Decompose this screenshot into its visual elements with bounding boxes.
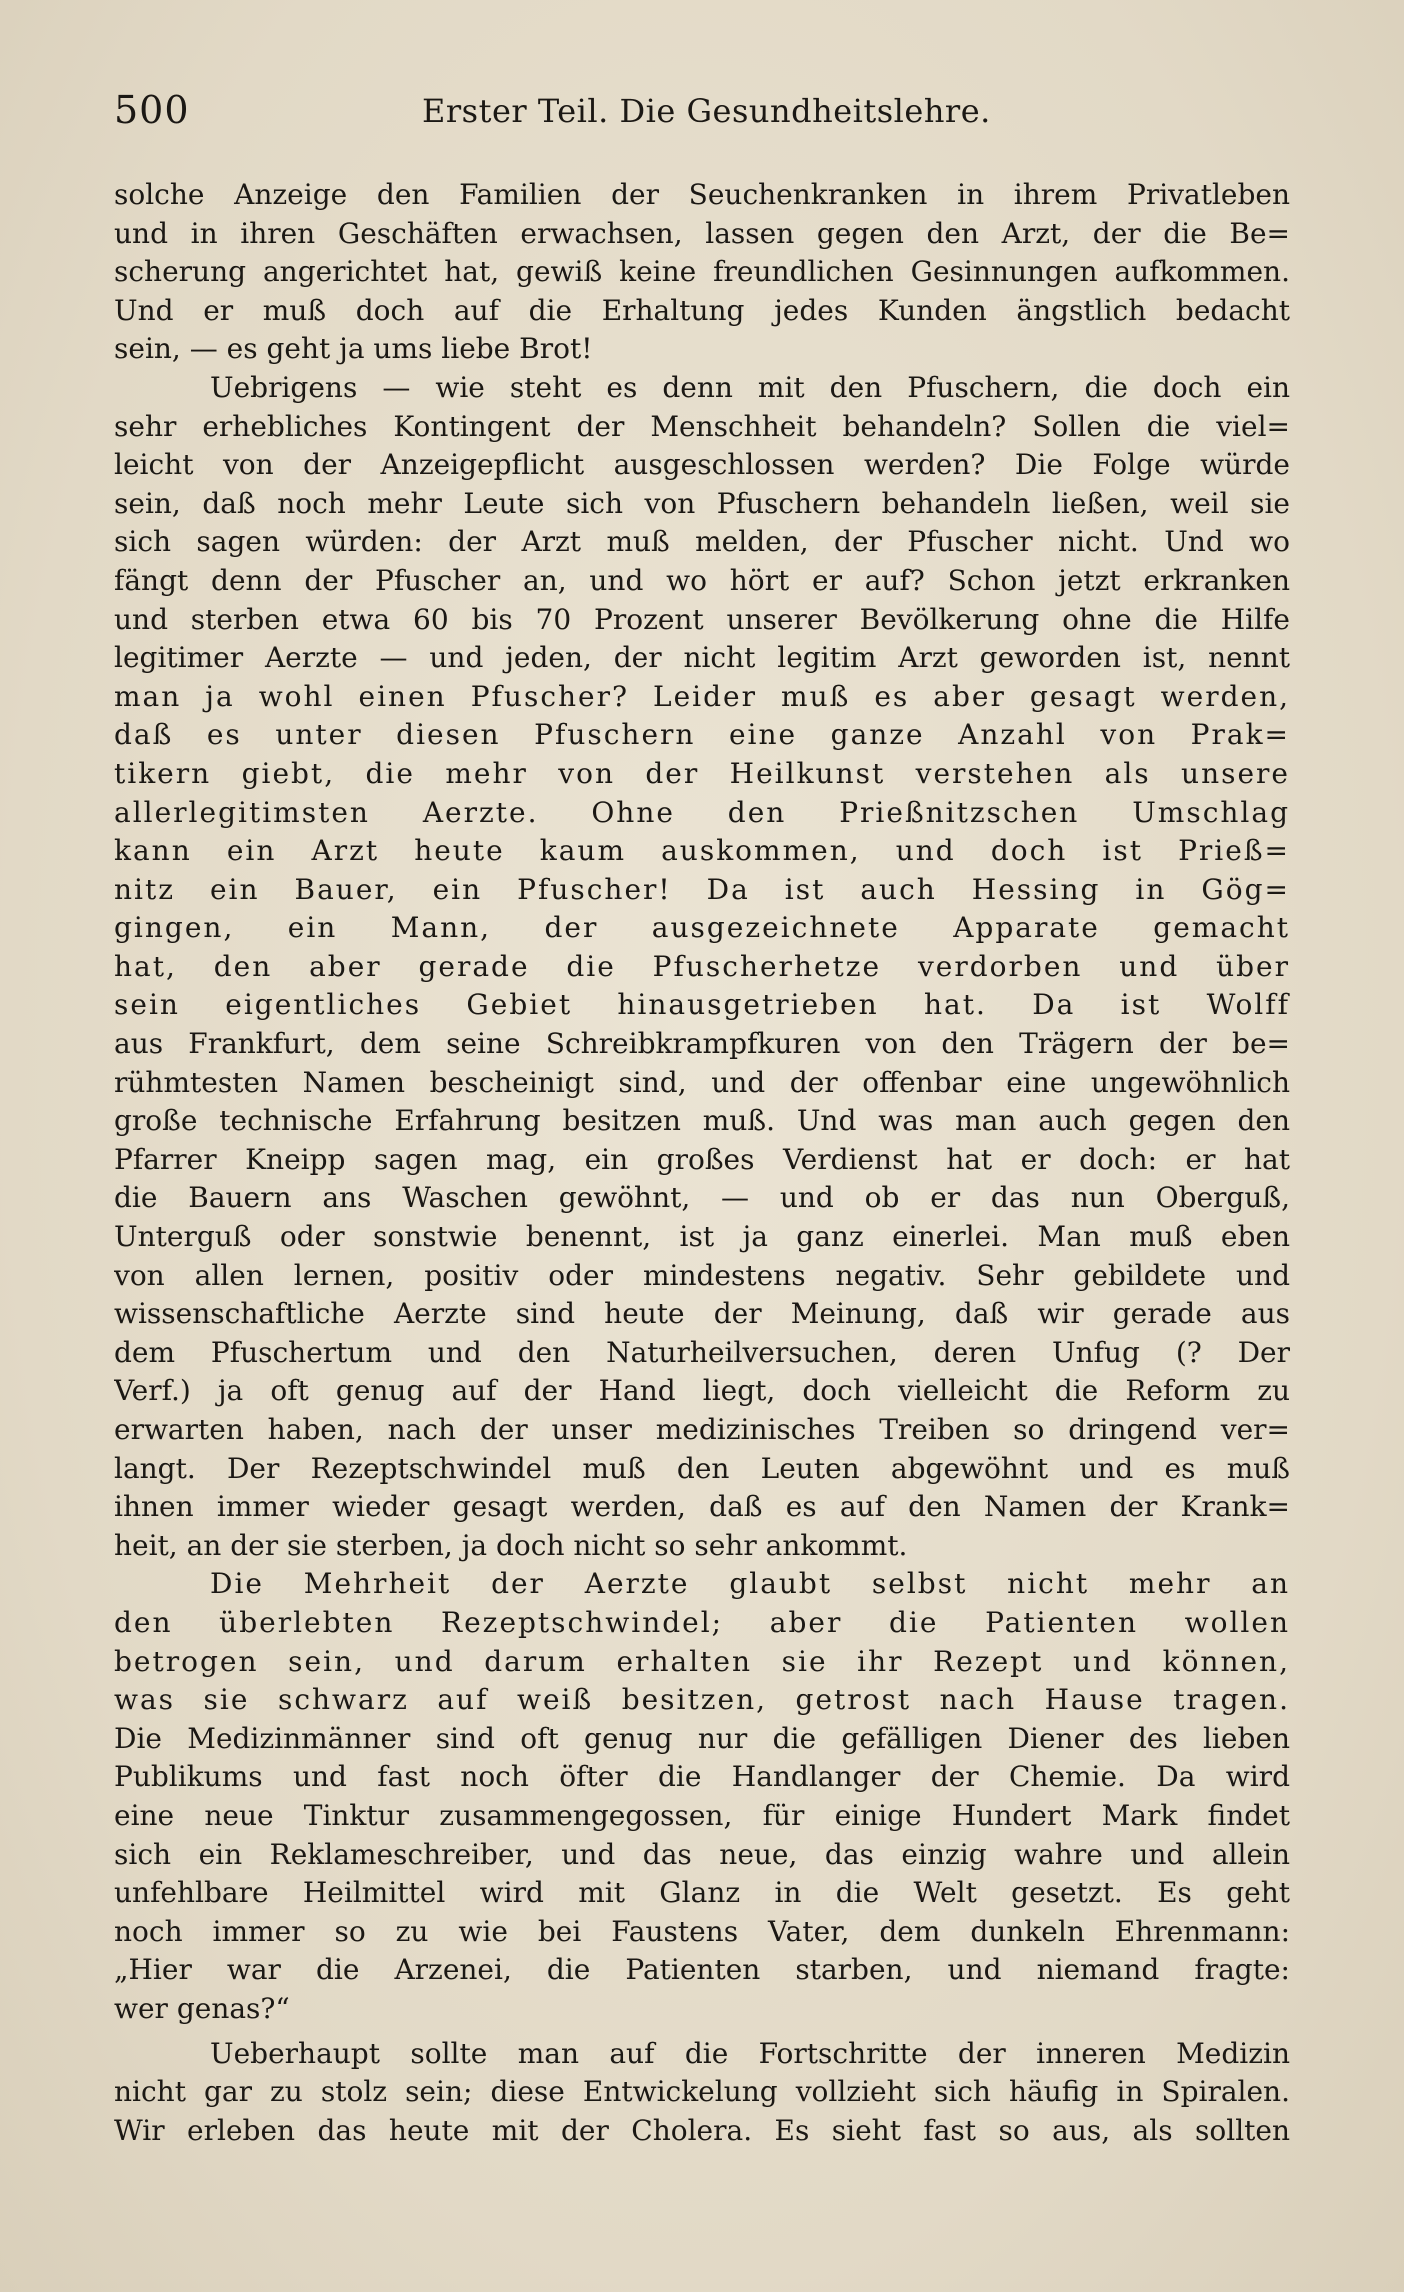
text-line: Wir erleben das heute mit der Cholera. Es sieht fast so aus, als sollten	[114, 2113, 1290, 2147]
text-line: nitz ein Bauer, ein Pfuscher! Da ist auch Hessing in Gög=	[114, 872, 1290, 906]
text-line: hat, den aber gerade die Pfuscherhetze verdorben und über	[114, 949, 1290, 983]
text-line: tikern giebt, die mehr von der Heilkunst verstehen als unsere	[114, 756, 1290, 790]
text-line: unfehlbare Heilmittel wird mit Glanz in die Welt gesetzt. Es geht	[114, 1876, 1290, 1910]
body-text	[114, 176, 1290, 2150]
text-line: aus Frankfurt, dem seine Schreibkrampfkuren von den Trägern der be=	[114, 1027, 1290, 1061]
text-line: den überlebten Rezeptschwindel; aber die Patienten wollen	[114, 1605, 1290, 1639]
text-line: die Bauern ans Waschen gewöhnt, — und ob er das nun Oberguß,	[114, 1181, 1290, 1215]
text-line: nicht gar zu stolz sein; diese Entwickelung vollzieht sich häufig in Spiralen.	[114, 2075, 1290, 2109]
text-line: legitimer Aerzte — und jeden, der nicht legitim Arzt geworden ist, nennt	[114, 641, 1290, 675]
text-line: und in ihren Geschäften erwachsen, lassen gegen den Arzt, der die Be=	[114, 216, 1290, 250]
text-line: rühmtesten Namen bescheinigt sind, und der offenbar eine ungewöhnlich	[114, 1065, 1290, 1099]
text-line: leicht von der Anzeigepflicht ausgeschlossen werden? Die Folge würde	[114, 448, 1290, 482]
text-line: fängt denn der Pfuscher an, und wo hört er auf? Schon jetzt erkranken	[114, 563, 1290, 597]
text-line: „Hier war die Arzenei, die Patienten starben, und niemand fragte:	[114, 1953, 1290, 1987]
text-line: dem Pfuschertum und den Naturheilversuchen, deren Unfug (? Der	[114, 1335, 1290, 1369]
text-line: sein eigentliches Gebiet hinausgetrieben hat. Da ist Wolff	[114, 988, 1290, 1022]
text-line: Verf.) ja oft genug auf der Hand liegt, doch vielleicht die Reform zu	[114, 1374, 1290, 1408]
text-line: Unterguß oder sonstwie benennt, ist ja ganz einerlei. Man muß eben	[114, 1220, 1290, 1254]
text-line: langt. Der Rezeptschwindel muß den Leuten abgewöhnt und es muß	[114, 1451, 1290, 1485]
text-line: große technische Erfahrung besitzen muß. Und was man auch gegen den	[114, 1104, 1290, 1138]
text-line: was sie schwarz auf weiß besitzen, getrost nach Hause tragen.	[114, 1683, 1290, 1717]
text-line: allerlegitimsten Aerzte. Ohne den Prießnitzschen Umschlag	[114, 795, 1290, 829]
text-line: gingen, ein Mann, der ausgezeichnete Apparate gemacht	[114, 911, 1290, 945]
text-line: noch immer so zu wie bei Faustens Vater, dem dunkeln Ehrenmann:	[114, 1914, 1290, 1948]
text-line: sich sagen würden: der Arzt muß melden, der Pfuscher nicht. Und wo	[114, 525, 1290, 559]
text-line: ihnen immer wieder gesagt werden, daß es auf den Namen der Krank=	[114, 1490, 1290, 1524]
text-line: solche Anzeige den Familien der Seuchenkranken in ihrem Privatleben	[114, 178, 1290, 211]
paragraph-start-line: Ueberhaupt sollte man auf die Fortschritte der inneren Medizin	[210, 2036, 1290, 2070]
text-line: und sterben etwa 60 bis 70 Prozent unserer Bevölkerung ohne die Hilfe	[114, 602, 1290, 636]
text-line: sein, — es geht ja ums liebe Brot!	[114, 332, 593, 366]
text-line: sein, daß noch mehr Leute sich von Pfuschern behandeln ließen, weil sie	[114, 486, 1290, 520]
text-line: betrogen sein, und darum erhalten sie ihr Rezept und können,	[114, 1644, 1290, 1678]
text-line: Und er muß doch auf die Erhaltung jedes Kunden ängstlich bedacht	[114, 293, 1290, 327]
text-line: erwarten haben, nach der unser medizinisches Treiben so dringend ver=	[114, 1413, 1290, 1446]
paragraph-start-line: Die Mehrheit der Aerzte glaubt selbst nicht mehr an	[210, 1567, 1290, 1601]
text-line: heit, an der sie sterben, ja doch nicht so sehr ankommt.	[114, 1528, 908, 1562]
text-line: Pfarrer Kneipp sagen mag, ein großes Verdienst hat er doch: er hat	[114, 1142, 1290, 1176]
running-head: Erster Teil. Die Gesundheitslehre.	[422, 92, 991, 130]
text-line: von allen lernen, positiv oder mindestens negativ. Sehr gebildete und	[114, 1258, 1290, 1292]
text-line: wer genas?“	[114, 1991, 290, 2025]
text-line: sehr erhebliches Kontingent der Menschheit behandeln? Sollen die viel=	[114, 409, 1290, 443]
text-line: scherung angerichtet hat, gewiß keine freundlichen Gesinnungen aufkommen.	[114, 255, 1290, 289]
page-header	[114, 88, 1294, 138]
text-line: Die Medizinmänner sind oft genug nur die gefälligen Diener des lieben	[114, 1721, 1290, 1755]
page-number: 500	[114, 88, 190, 132]
text-line: eine neue Tinktur zusammengegossen, für einige Hundert Mark findet	[114, 1798, 1290, 1832]
paragraph-start-line: Uebrigens — wie steht es denn mit den Pfuschern, die doch ein	[210, 370, 1290, 404]
text-line: wissenschaftliche Aerzte sind heute der Meinung, daß wir gerade aus	[114, 1297, 1290, 1331]
text-line: man ja wohl einen Pfuscher? Leider muß es aber gesagt werden,	[114, 679, 1290, 713]
text-line: kann ein Arzt heute kaum auskommen, und doch ist Prieß=	[114, 834, 1290, 868]
text-line: sich ein Reklameschreiber, und das neue, das einzig wahre und allein	[114, 1837, 1290, 1871]
text-line: Publikums und fast noch öfter die Handlanger der Chemie. Da wird	[114, 1760, 1290, 1794]
text-line: daß es unter diesen Pfuschern eine ganze Anzahl von Prak=	[114, 718, 1290, 752]
